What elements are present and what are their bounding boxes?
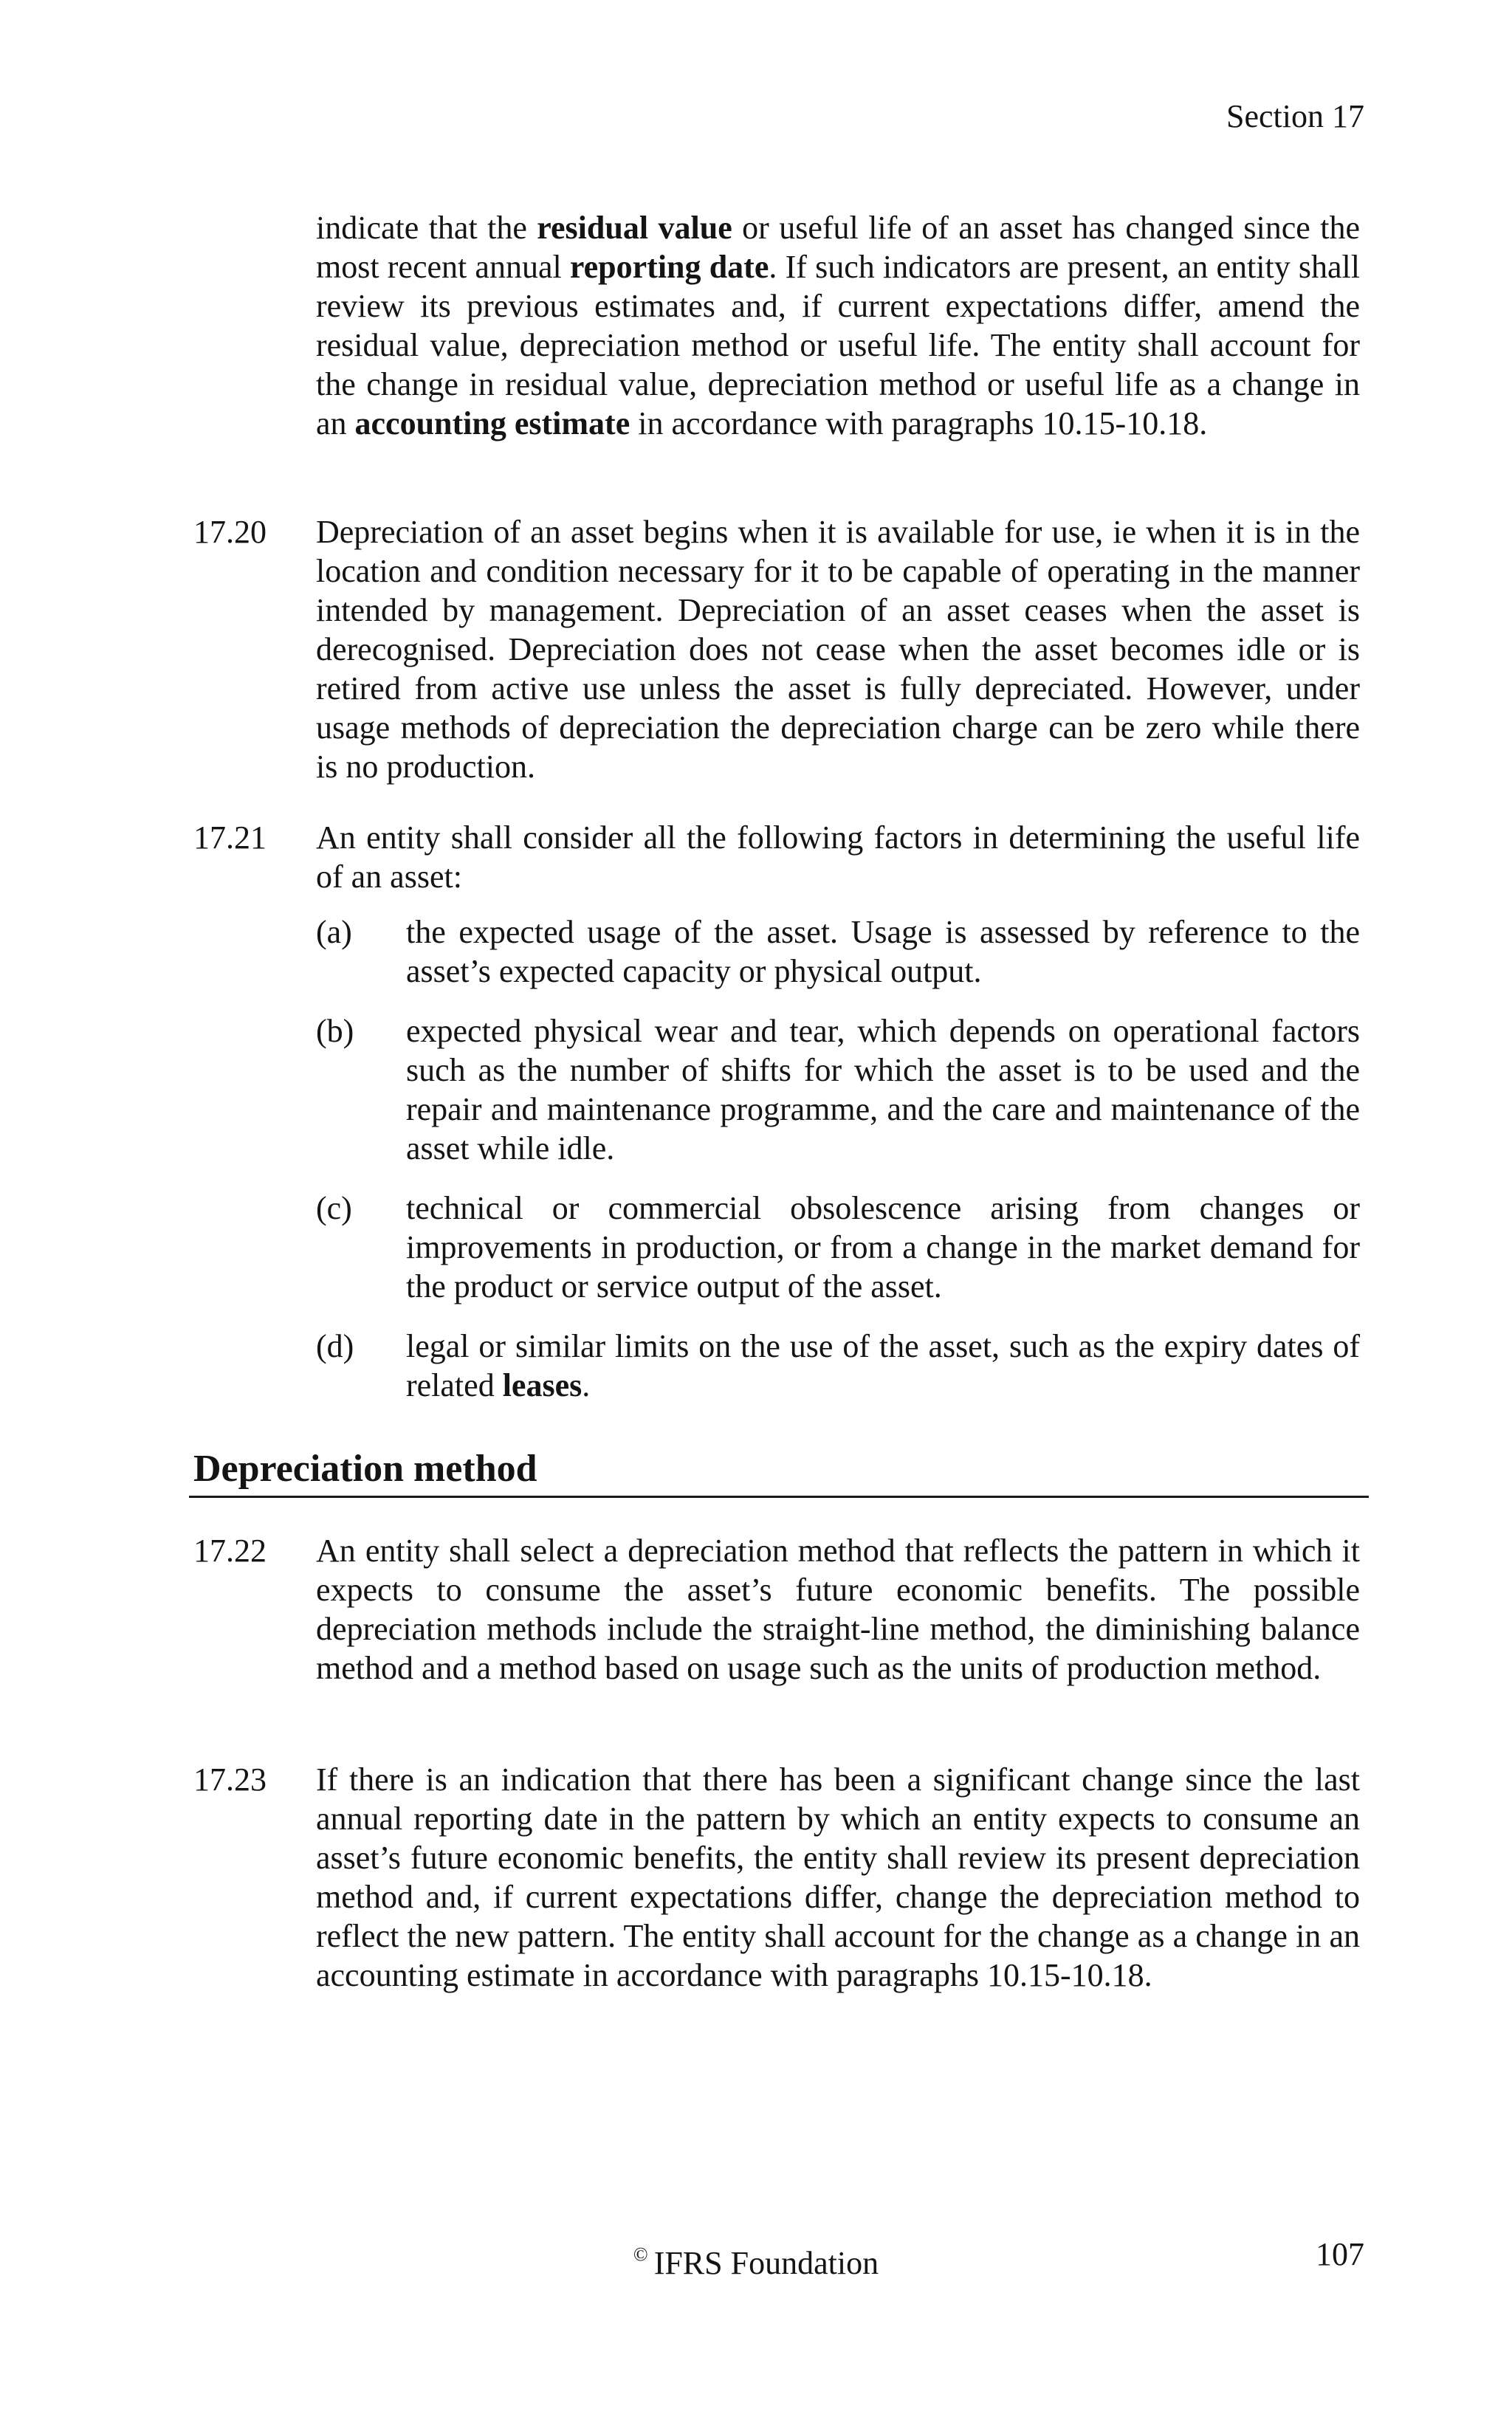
text-run: indicate that the	[316, 210, 537, 246]
text-run: or useful life of an asset has changed since the most recent annual	[316, 210, 1360, 285]
heading-rule	[189, 1496, 1369, 1498]
paragraph-text: Depreciation of an asset begins when it is available for use, ie when it is in the location and condition necessary for it to be capable of operating in the manner intended by management. Depreciation of an asset ceases when the asset is derecognised. Depreciation does not cease when the asset becomes idle or is retired from active use unless the asset is fully depreciated. However, under usage methods of depreciation the depreciation charge can be zero while there is no production.	[316, 514, 1360, 785]
paragraph-text: An entity shall select a depreciation method that reflects the pattern in which it expects to consume the asset’s future economic benefits. The possible depreciation methods include the straight-line method, the diminishing balance method and a method based on usage such as the units of production method.	[316, 1533, 1360, 1686]
defined-term-residual-value: residual value	[537, 210, 732, 246]
list-text: expected physical wear and tear, which depends on operational factors such as the number of shifts for which the asset is to be used and the repair and maintenance programme, and the care and maintenance of the asset while idle.	[406, 1013, 1360, 1166]
paragraph-17-21	[193, 818, 1360, 1405]
organization-name: IFRS Foundation	[653, 2245, 879, 2281]
text-run: . If such indicators are present, an entity shall review its previous estimates and, if current expectations differ, amend the residual value, depreciation method or useful life. The entity shall account for the change in residual value, depreciation method or useful life as a change in an	[316, 249, 1360, 441]
list-label: (d)	[316, 1328, 354, 1364]
paragraph-17-23	[193, 1760, 1360, 1995]
paragraph-intro: An entity shall consider all the following factors in determining the useful life of an asset:	[316, 819, 1360, 895]
factor-list	[316, 912, 1360, 1405]
list-label: (c)	[316, 1190, 352, 1226]
footer-organization	[0, 2232, 1512, 2286]
text-run: in accordance with paragraphs 10.15-10.18.	[630, 405, 1208, 441]
paragraph-number: 17.20	[193, 514, 267, 550]
running-head: Section 17	[1226, 98, 1364, 134]
list-label: (a)	[316, 914, 352, 950]
list-item	[316, 1189, 1360, 1306]
paragraph-number: 17.23	[193, 1761, 267, 1798]
text-run: .	[582, 1367, 591, 1403]
list-text	[406, 1327, 1360, 1405]
paragraph-continued	[193, 208, 1360, 443]
defined-term-reporting-date: reporting date	[569, 249, 769, 285]
copyright-symbol: ©	[633, 2244, 648, 2265]
page-number: 107	[1316, 2236, 1364, 2272]
list-item	[316, 1327, 1360, 1405]
paragraph-body	[316, 512, 1360, 786]
list-label: (b)	[316, 1013, 354, 1049]
paragraph-body	[316, 208, 1360, 443]
paragraph-number: 17.22	[193, 1533, 267, 1569]
list-item	[316, 912, 1360, 991]
list-text: technical or commercial obsolescence arising from changes or improvements in production, or from a change in the market demand for the product or service output of the asset.	[406, 1190, 1360, 1304]
defined-term-accounting-estimate: accounting estimate	[354, 405, 630, 441]
paragraph-17-20	[193, 512, 1360, 786]
list-text: the expected usage of the asset. Usage is assessed by reference to the asset’s expected capacity or physical output.	[406, 914, 1360, 989]
list-item	[316, 1011, 1360, 1168]
paragraph-17-22	[193, 1531, 1360, 1688]
defined-term-leases: leases	[502, 1367, 583, 1403]
text-run: legal or similar limits on the use of the asset, such as the expiry dates of related	[406, 1328, 1360, 1403]
paragraph-body	[316, 1760, 1360, 1995]
paragraph-body	[316, 818, 1360, 1405]
paragraph-text: If there is an indication that there has been a significant change since the last annual reporting date in the pattern by which an entity expects to consume an asset’s future economic benefits, the entity shall review its present depreciation method and, if current expectations differ, change the depreciation method to reflect the new pattern. The entity shall account for the change as a change in an accounting estimate in accordance with paragraphs 10.15-10.18.	[316, 1761, 1360, 1993]
section-heading: Depreciation method	[193, 1448, 537, 1490]
paragraph-number: 17.21	[193, 819, 267, 856]
paragraph-body	[316, 1531, 1360, 1688]
